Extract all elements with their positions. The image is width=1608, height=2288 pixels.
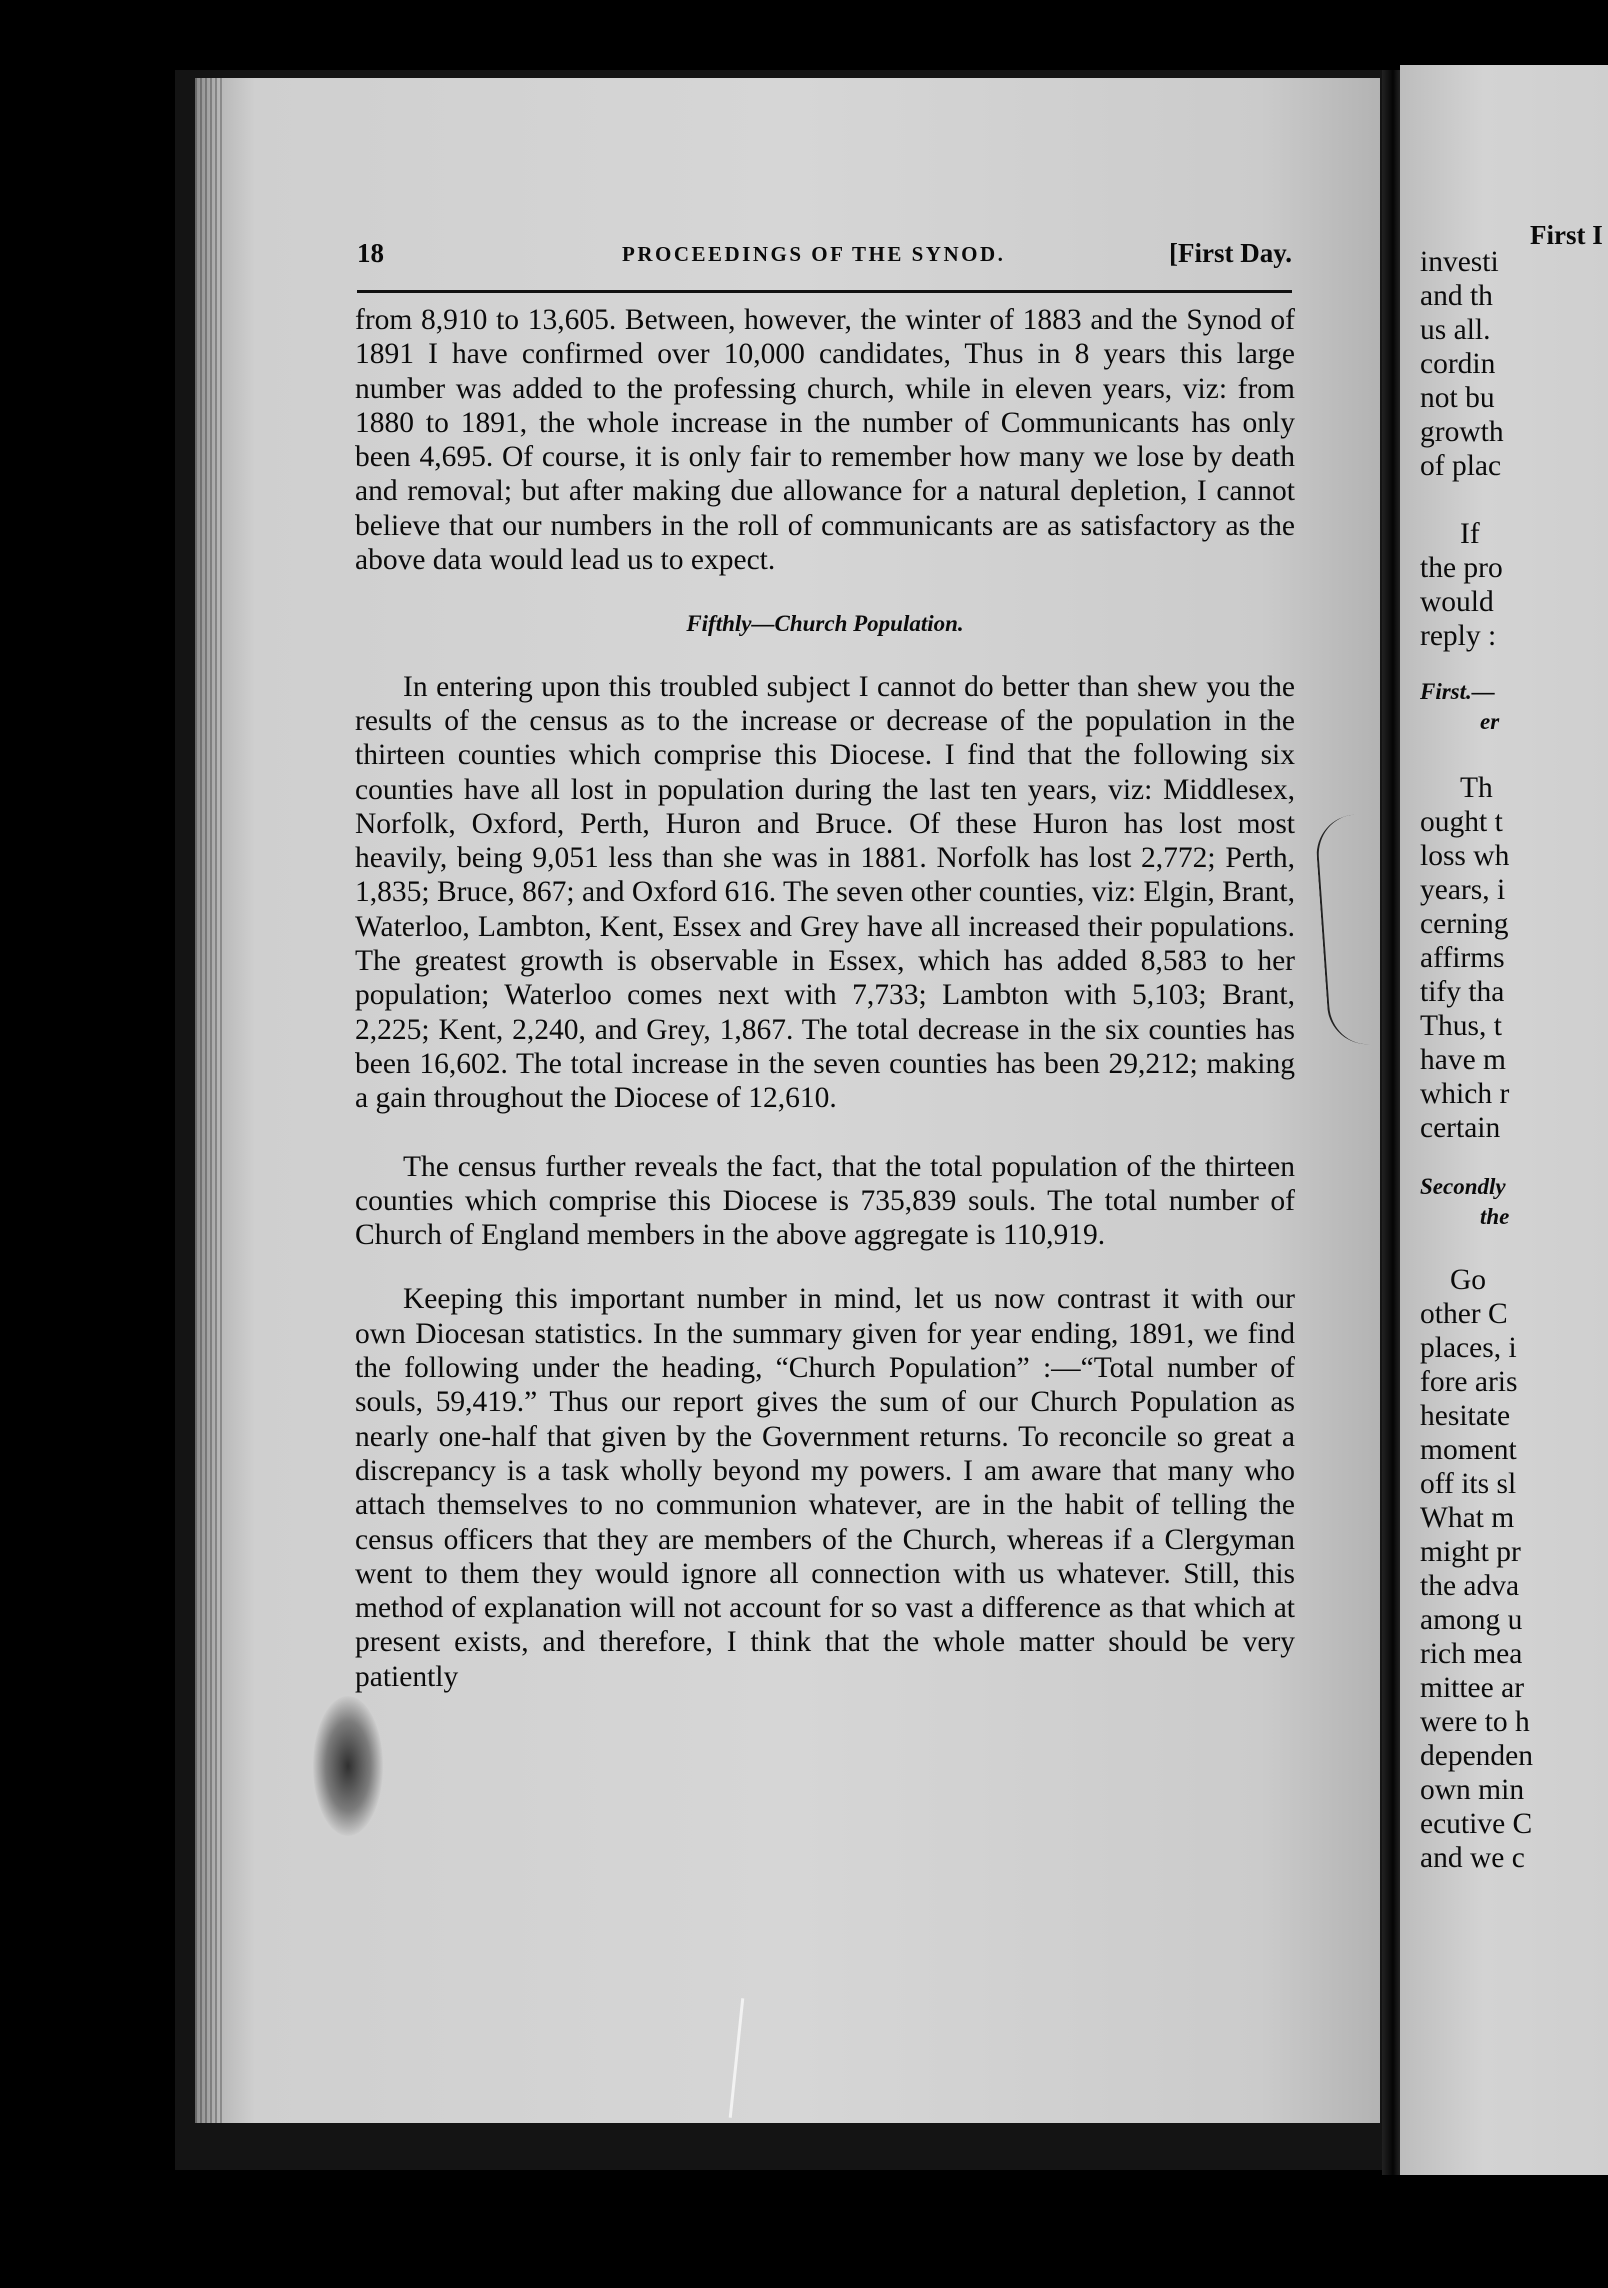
facing-page-line: reply : [1420,620,1497,652]
facing-page-line: Th [1460,772,1493,804]
facing-page-line: have m [1420,1044,1507,1076]
facing-page-line: growth [1420,416,1504,448]
section-heading: Fifthly—Church Population. [686,611,964,637]
paper-crack [729,1998,745,2118]
facing-page-line: other C [1420,1298,1508,1330]
page-number: 18 [357,238,384,268]
running-title: PROCEEDINGS OF THE SYNOD. [622,242,1006,266]
facing-page-line: investi [1420,246,1499,278]
facing-page-line: places, i [1420,1332,1517,1364]
paragraph-total-population: The census further reveals the fact, that the total population of the thirteen counties which comprise this Diocese is 735,839 souls. The total number of Church of England members in the above aggregate is 110,919. [355,1150,1295,1252]
facing-page-line: If [1460,518,1480,550]
section-label: [First Day. [1169,238,1292,268]
facing-page-line: off its sl [1420,1468,1517,1500]
facing-page-line: the [1480,1204,1510,1229]
paragraph-communicants: from 8,910 to 13,605. Between, however, the winter of 1883 and the Synod of 1891 I have confirmed over 10,000 candidates, Thus in 8 years this large number was added to the professing church, while in eleven years, viz: from 1880 to 1891, the whole increase in the number of Communicants has only been 4,695. Of course, it is only fair to remember how many we lose by death and removal; but after making due allowance for a natural depletion, I cannot believe that our numbers in the roll of communicants are as satisfactory as the above data would lead us to expect. [355,304,1295,577]
facing-page-line: What m [1420,1502,1515,1534]
facing-page-line: moment [1420,1434,1517,1466]
facing-page-line: tify tha [1420,976,1505,1008]
paragraph-census-counties: In entering upon this troubled subject I cannot do better than shew you the results of the census as to the increase or decrease of the population in the thirteen counties which comprise this Diocese. I find that the following six counties have all lost in population during the last ten years, viz: Middlesex, Norfolk, Oxford, Perth, Huron and Bruce. Of these Huron has lost most heavily, being 9,051 less than she was in 1881. Norfolk has lost 2,772; Perth, 1,835; Bruce, 867; and Oxford 616. The seven other counties, viz: Elgin, Brant, Waterloo, Lambton, Kent, Essex and Grey have all increased their populations. The greatest growth is observable in Essex, which has added 8,583 to her population; Waterloo comes next with 7,733; Lambton with 5,103; Brant, 2,225; Kent, 2,240, and Grey, 1,867. The total decrease in the six counties has been 16,602. The total increase in the seven counties has been 29,212; making a gain throughout the Diocese of 12,610. [355,670,1295,1115]
facing-page-line: cerning [1420,908,1509,940]
facing-page-line: and th [1420,280,1493,312]
facing-page-line: the pro [1420,552,1503,584]
book-page [195,78,1380,2123]
facing-page-line: hesitate [1420,1400,1511,1432]
facing-page-line: fore aris [1420,1366,1518,1398]
paragraph-diocesan-statistics: Keeping this important number in mind, let us now contrast it with our own Diocesan statistics. In the summary given for year ending, 1891, we find the following under the heading, “Church Population” :—“Total number of souls, 59,419.” Thus our report gives the sum of our Church Population as nearly one-half that given by the Government returns. To reconcile so great a discrepancy is a task wholly beyond my powers. I am aware that many who attach themselves to no communion whatever, are in the habit of telling the census officers that they are members of the Church, whereas if a Clergyman went to them they would ignore all connection with us whatever. Still, this method of explanation will not account for so vast a difference as that which at present exists, and therefore, I think that the whole matter should be very patiently [355,1283,1295,1693]
facing-page-line: and we c [1420,1842,1525,1874]
facing-page-line: rich mea [1420,1638,1523,1670]
ink-stain [313,1696,383,1836]
facing-page-line: would [1420,586,1494,618]
facing-page-line: affirms [1420,942,1505,974]
facing-page-line: might pr [1420,1536,1521,1568]
facing-page-line: not bu [1420,382,1495,414]
facing-page-line: Go [1450,1264,1487,1296]
facing-page-line: er [1480,709,1500,734]
running-header [357,238,1292,278]
facing-page-line: dependen [1420,1740,1534,1772]
facing-page-line: ecutive C [1420,1808,1533,1840]
facing-page-line: us all. [1420,314,1491,346]
facing-page [1400,65,1608,2175]
facing-page-line: were to h [1420,1706,1530,1738]
facing-page-line: Secondly [1420,1174,1506,1199]
facing-page-line: certain [1420,1112,1501,1144]
facing-page-line: First.— [1420,679,1495,704]
facing-page-line: mittee ar [1420,1672,1525,1704]
facing-page-line: own min [1420,1774,1525,1806]
facing-page-line: ought t [1420,806,1503,838]
facing-page-line: of plac [1420,450,1502,482]
facing-page-line: cordin [1420,348,1496,380]
facing-page-line: among u [1420,1604,1523,1636]
page-body [355,303,1295,1694]
facing-page-line: the adva [1420,1570,1520,1602]
facing-page-line: which r [1420,1078,1510,1110]
facing-page-header: First I [1530,220,1603,250]
header-rule [357,290,1292,293]
facing-page-line: Thus, t [1420,1010,1502,1042]
facing-page-line: years, i [1420,874,1506,906]
facing-page-line: loss wh [1420,840,1510,872]
